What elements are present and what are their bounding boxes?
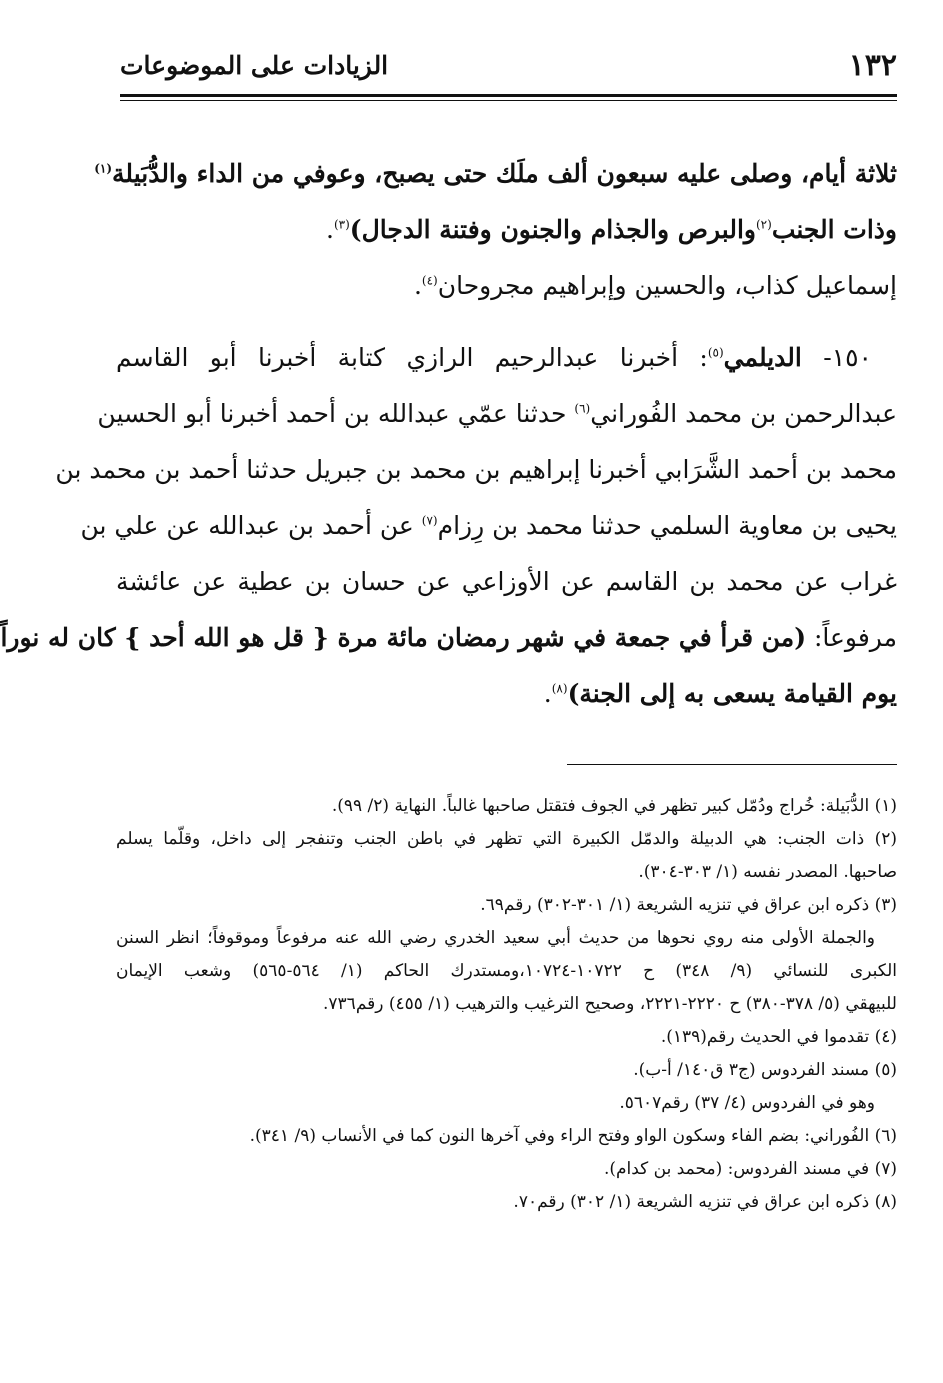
footnote-ref-8: (٨) [551, 681, 568, 696]
footnote-ref-6: (٦) [574, 401, 591, 416]
footnote-2-line-1: (٢) ذات الجنب: هي الدبيلة والدمّل الكبيرة التي تظهر في باطن الجنب وتنفجر إلى داخل، وقلّما يسلم [116, 829, 897, 849]
text-line-1 [94, 146, 897, 202]
footnote-ref-4: (٤) [421, 273, 438, 288]
text-line-3 [116, 258, 897, 314]
text-line-8 [116, 554, 897, 610]
footnote-8: (٨) ذكره ابن عراق في تنزيه الشريعة (١/ ٣٠٢) رقم٧٠. [513, 1192, 897, 1212]
paragraph-gap [116, 314, 897, 330]
line7-text-b: عن أحمد بن عبدالله عن علي بن [80, 511, 422, 540]
hadith-text-2: يوم القيامة يسعى به إلى الجنة) [567, 679, 897, 708]
text-line-10 [116, 666, 897, 722]
text-line-6 [55, 442, 897, 498]
line9-text-a: مرفوعاً: [806, 623, 897, 652]
footnote-ref-2: (٢) [755, 217, 772, 232]
line7-text-a: يحيى بن معاوية السلمي حدثنا محمد بن رِزام [437, 511, 897, 540]
footnote-ref-1: (١) [94, 161, 113, 176]
line2-text-a: وذات الجنب [771, 215, 897, 244]
line3-text: إسماعيل كذاب، والحسين وإبراهيم مجروحان [437, 271, 897, 300]
footnote-ref-3: (٣) [333, 217, 350, 232]
footnote-5-note: وهو في الفردوس (٤/ ٣٧) رقم٥٦٠٧. [619, 1093, 875, 1113]
source-name: الديلمي [723, 343, 802, 372]
footnotes [116, 790, 897, 1219]
text-line-4 [116, 330, 897, 386]
footnote-2-line-2: صاحبها. المصدر نفسه (١/ ٣٠٣-٣٠٤). [638, 862, 897, 882]
line3-end: . [413, 271, 422, 300]
footnote-7: (٧) في مسند الفردوس: (محمد بن كدام). [603, 1159, 897, 1179]
footnote-ref-7: (٧) [421, 513, 438, 528]
hadith-number: ١٥٠- [801, 343, 872, 372]
text-line-5 [97, 386, 897, 442]
header-rule [120, 94, 897, 97]
line1-text: ثلاثة أيام، وصلى عليه سبعون ألف ملَك حتى يصبح، وعوفي من الداء والدُّبَيلة [112, 159, 897, 188]
footnote-4: (٤) تقدموا في الحديث رقم(١٣٩). [660, 1027, 897, 1047]
line5-text-a: عبدالرحمن بن محمد الفُوراني [590, 399, 897, 428]
header-rule-thin [120, 100, 897, 101]
line2-text-b: والبرص والجذام والجنون وفتنة الدجال) [349, 215, 756, 244]
footnote-ref-5: (٥) [707, 345, 724, 360]
footnote-3: (٣) ذكره ابن عراق في تنزيه الشريعة (١/ ٣٠١-٣٠٢) رقم٦٩. [480, 895, 897, 915]
main-text [0, 146, 897, 722]
footnote-5: (٥) مسند الفردوس (ج٣ ق١٤٠/ أ-ب). [633, 1060, 897, 1080]
running-title: الزيادات على الموضوعات [120, 50, 389, 80]
line6-text: محمد بن أحمد الشَّرَابي أخبرنا إبراهيم بن محمد بن جبريل حدثنا أحمد بن محمد بن [55, 455, 897, 484]
footnote-6: (٦) الفُوراني: بضم الفاء وسكون الواو وفتح الراء وفي آخرها النون كما في الأنساب (٩/ ٣٤١). [249, 1126, 897, 1146]
line2-end: . [326, 215, 334, 244]
hadith-text-1: (من قرأ في جمعة في شهر رمضان مائة مرة { قل هو الله أحد } كان له نوراً [0, 623, 807, 652]
line4-text: : أخبرنا عبدالرحيم الرازي كتابة أخبرنا أبو القاسم [116, 343, 708, 372]
footnote-3-note-line-3: للبيهقي (٥/ ٣٧٨-٣٨٠) ح ٢٢٢٠-٢٢٢١، وصحيح الترغيب والترهيب (١/ ٤٥٥) رقم٧٣٦. [323, 994, 897, 1014]
footnote-separator [567, 764, 897, 765]
text-line-2 [116, 202, 897, 258]
text-line-7 [80, 498, 897, 554]
footnote-3-note-line-2: الكبرى للنسائي (٩/ ٣٤٨) ح ١٠٧٢٢-١٠٧٢٤،ومستدرك الحاكم (١/ ٥٦٤-٥٦٥) وشعب الإيمان [116, 961, 897, 981]
footnote-3-note-line-1: والجملة الأولى منه روي نحوها من حديث أبي سعيد الخدري رضي الله عنه مرفوعاً وموقوفاً؛ انظر السنن [116, 928, 875, 948]
line5-text-b: حدثنا عمّي عبدالله بن أحمد أخبرنا أبو الحسين [97, 399, 575, 428]
line8-text: غراب عن محمد بن القاسم عن الأوزاعي عن حسان بن عطية عن عائشة [116, 567, 897, 596]
page-header [120, 42, 897, 88]
line10-end: . [543, 679, 552, 708]
page-number: ١٣٢ [848, 47, 897, 83]
footnote-1: (١) الدُّبَيلة: خُراج ودُمّل كبير تظهر في الجوف فتقتل صاحبها غالباً. النهاية (٢/ ٩٩). [331, 796, 897, 816]
text-line-9 [0, 610, 897, 666]
